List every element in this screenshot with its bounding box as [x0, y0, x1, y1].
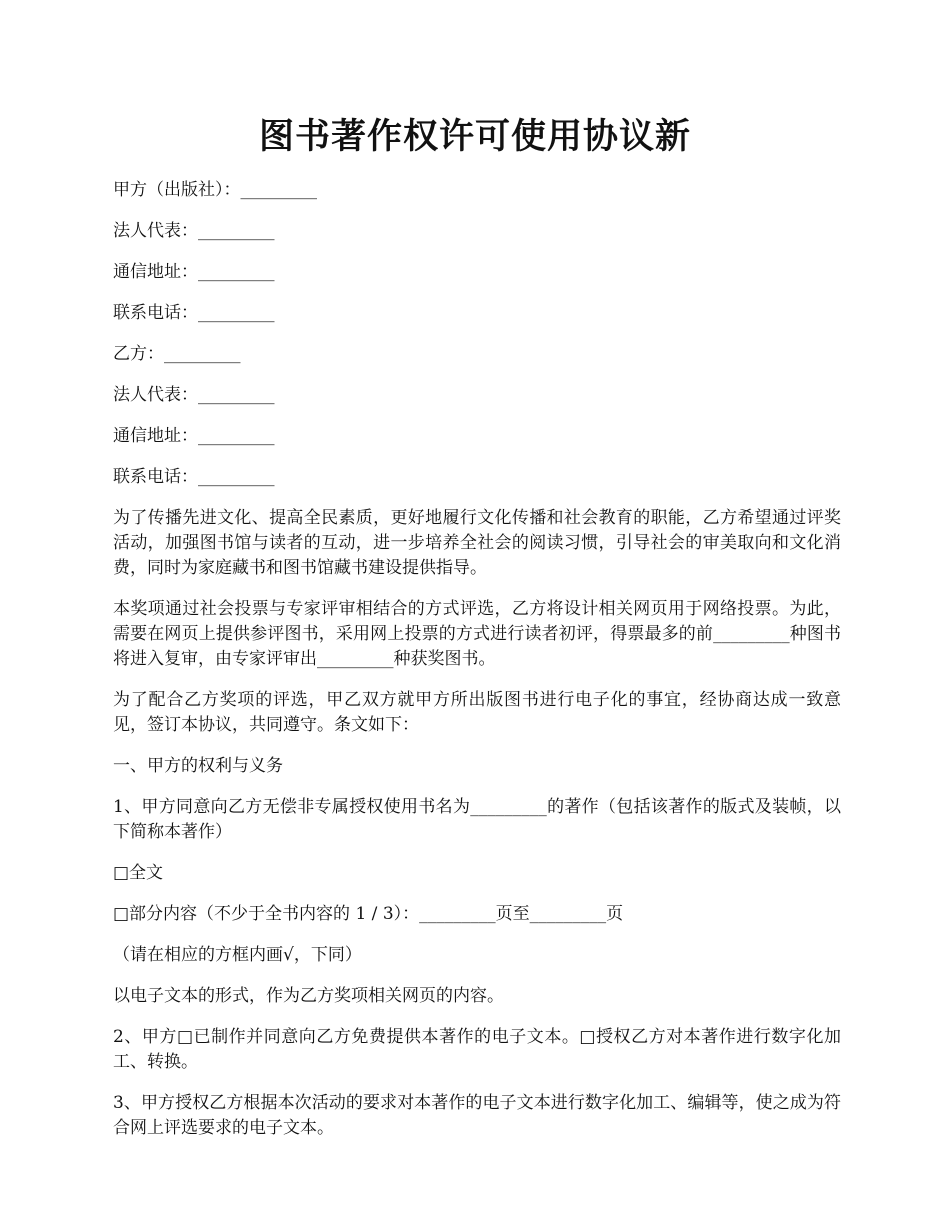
clause-1: 1、甲方同意向乙方无偿非专属授权使用书名为_________的著作（包括该著作的版式及装帧，以下简称本著作）	[113, 797, 841, 842]
usage-purpose: 以电子文本的形式，作为乙方奖项相关网页的内容。	[113, 986, 504, 1006]
party-b-address-label: 通信地址：	[113, 426, 198, 446]
party-b-legal-rep-line	[113, 383, 841, 408]
party-a-line	[113, 178, 841, 203]
party-b-label: 乙方：	[113, 344, 164, 364]
clause-2: 2、甲方□已制作并同意向乙方免费提供本著作的电子文本。□授权乙方对本著作进行数字化加工、转换。	[113, 1027, 841, 1072]
party-a-address-label: 通信地址：	[113, 262, 198, 282]
party-a-address-value: _________	[198, 262, 275, 282]
option-full-text: □全文	[113, 863, 164, 883]
instruction-note: （请在相应的方框内画√，下同）	[113, 945, 362, 965]
party-a-value: _________	[240, 180, 317, 200]
party-a-phone-label: 联系电话：	[113, 303, 198, 323]
party-b-address-value: _________	[198, 426, 275, 446]
document-title: 图书著作权许可使用协议新	[258, 116, 691, 157]
party-b-line	[113, 342, 841, 367]
party-b-phone-label: 联系电话：	[113, 467, 198, 487]
purpose-paragraph: 为了传播先进文化、提高全民素质，更好地履行文化传播和社会教育的职能，乙方希望通过评奖活动，加强图书馆与读者的互动，进一步培养全社会的阅读习惯，引导社会的审美取向和文化消费，同时为家庭藏书和图书馆藏书建设提供指导。	[113, 508, 841, 578]
party-a-label: 甲方（出版社）：	[113, 180, 241, 200]
clause-3: 3、甲方授权乙方根据本次活动的要求对本著作的电子文本进行数字化加工、编辑等，使之成为符合网上评选要求的电子文本。	[113, 1093, 841, 1138]
party-b-value: _________	[164, 344, 241, 364]
party-a-phone-line	[113, 301, 841, 326]
party-a-legal-rep-label: 法人代表：	[113, 221, 198, 241]
party-a-legal-rep-line	[113, 219, 841, 244]
option-partial-content: □部分内容（不少于全书内容的 1 / 3）：_________页至_________页	[113, 904, 624, 924]
party-b-phone-value: _________	[198, 467, 275, 487]
party-a-legal-rep-value: _________	[198, 221, 275, 241]
voting-paragraph: 本奖项通过社会投票与专家评审相结合的方式评选，乙方将设计相关网页用于网络投票。为此，需要在网页上提供参评图书，采用网上投票的方式进行读者初评，得票最多的前_________种图书将进入复审，由专家评审出_________种获奖图书。	[113, 599, 841, 669]
party-b-legal-rep-label: 法人代表：	[113, 385, 198, 405]
party-a-address-line	[113, 260, 841, 285]
party-a-phone-value: _________	[198, 303, 275, 323]
section-heading-party-a-rights: 一、甲方的权利与义务	[113, 756, 283, 776]
party-b-address-line	[113, 424, 841, 449]
document-body	[113, 178, 841, 1157]
party-b-phone-line	[113, 465, 841, 490]
agreement-paragraph: 为了配合乙方奖项的评选，甲乙双方就甲方所出版图书进行电子化的事宜，经协商达成一致意见，签订本协议，共同遵守。条文如下：	[113, 690, 841, 735]
party-b-legal-rep-value: _________	[198, 385, 275, 405]
